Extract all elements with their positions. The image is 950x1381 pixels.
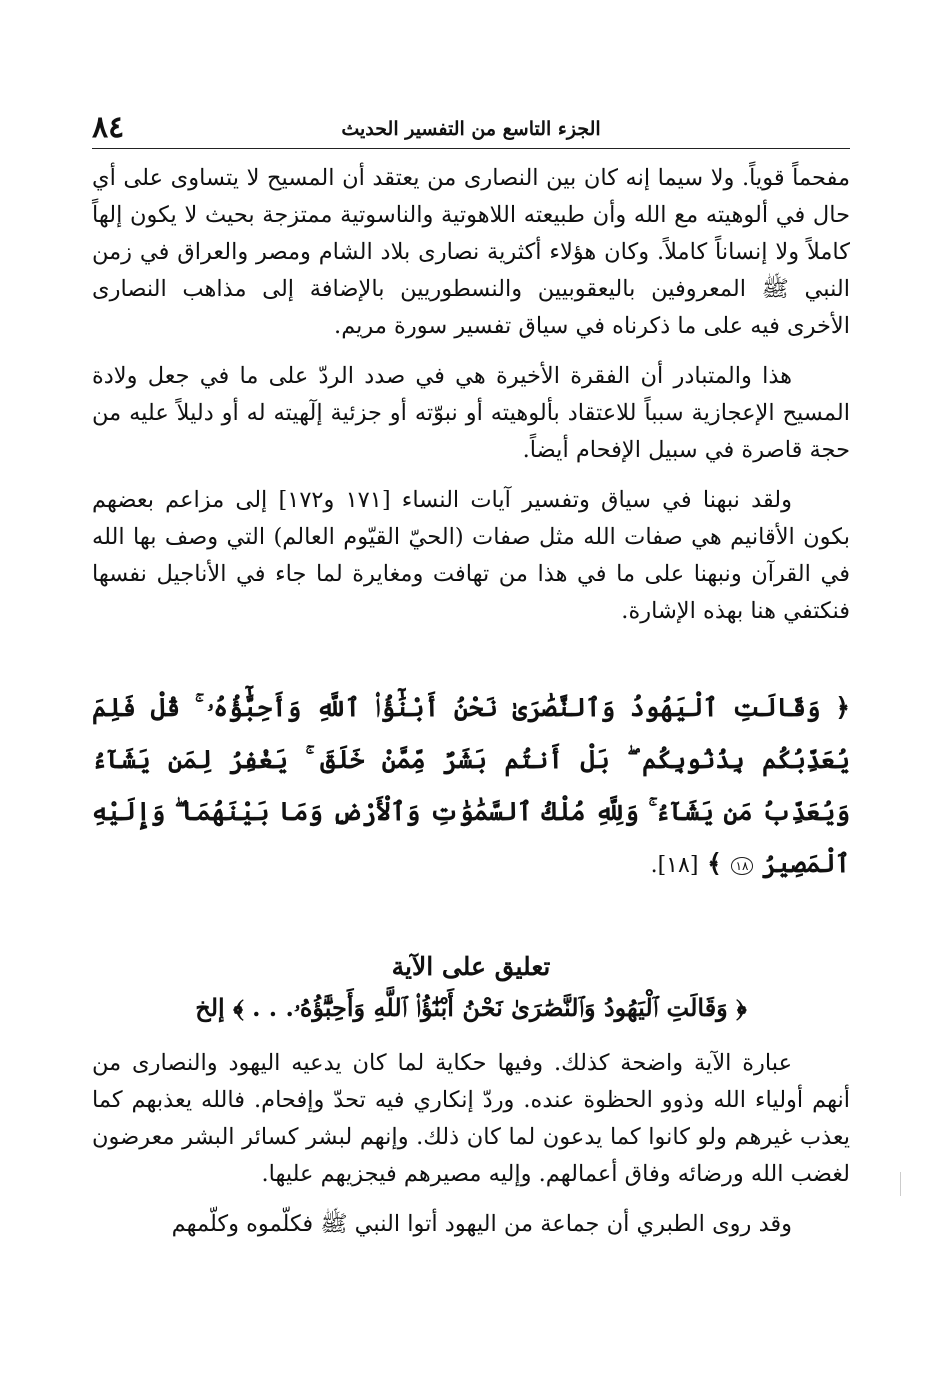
paragraph-2: هذا والمتبادر أن الفقرة الأخيرة هي في صدد الردّ على ما في جعل ولادة المسيح الإعجازية سبباً للاعتقاد بألوهيته أو نبوّته أو جزئية إلٓهيته له أو دليلاً عليه من حجة قاصرة في سبيل الإفحام أيضاً. [92,363,850,463]
paragraph-1: مفحماً قوياً. ولا سيما إنه كان بين النصارى من يعتقد أن المسيح لا يتساوى على أي حال في ألوهيته مع الله وأن طبيعته اللاهوتية والناسوتية ممتزجة بحيث لا يكون إلهاً كاملاً ولا إنساناً كاملاً. وكان هؤلاء أكثرية نصارى بلاد الشام ومصر والعراق في زمن النبي ﷺ المعروفين باليعقوبيين والنسطوريين بالإضافة إلى مذاهب النصارى الأخرى فيه على ما ذكرناه في سياق تفسير سورة مريم. [92,165,850,339]
quran-verse [92,682,850,892]
running-title: الجزء التاسع من التفسير الحديث [341,118,601,140]
verse-open-bracket: ﴿ [835,693,850,722]
page-header [92,108,850,149]
commentary-verse-open: ﴿ [736,993,747,1022]
verse-reference: [١٨]. [650,853,699,878]
margin-mark [900,1172,901,1196]
paragraph-5: وقد روى الطبري أن جماعة من اليهود أتوا النبي ﷺ فكلّموه وكلّمهم [171,1211,792,1237]
paragraph-4: عبارة الآية واضحة كذلك. وفيها حكاية لما كان يدعيه اليهود والنصارى من أنهم أولياء الله وذوو الحظوة عنده. وردّ إنكاري فيه تحدّ وإفحام. فالله يعذبهم كما يعذب غيرهم ولو كانوا كما يدعون لما كان ذلك. وإنهم لبشر كسائر البشر معرضون لغضب الله ورضائه وفاق أعمالهم. وإليه مصيرهم فيجزيهم عليها. [92,1050,850,1187]
paragraph-3: ولقد نبهنا في سياق وتفسير آيات النساء [١٧١ و١٧٢] إلى مزاعم بعضهم بكون الأقانيم هي صفات الله مثل صفات (الحيّ القيّوم العالم) التي وصف بها الله في القرآن ونبهنا على ما في هذا من تهافت ومغايرة لما جاء في الأناجيل نفسها فنكتفي هنا بهذه الإشارة. [92,487,850,624]
page-body [92,160,850,1243]
commentary-verse-excerpt: وَقَالَتِ ٱلْيَهُودُ وَٱلنَّصَٰرَىٰ نَحْنُ أَبْنَٰٓؤُا۟ ٱللَّهِ وَأَحِبَّٰٓؤُهُۥ. . . [252,993,728,1022]
page-number: ٨٤ [92,110,125,145]
commentary-title: تعليق على الآية [391,952,551,981]
verse-text: وَقَالَتِ ٱلْيَهُودُ وَٱلنَّصَٰرَىٰ نَحْنُ أَبْنَٰٓؤُا۟ ٱللَّهِ وَأَحِبَّٰٓؤُهُۥ ۚ قُلْ فَلِمَ يُعَذِّبُكُم بِذُنُوبِكُم ۖ بَلْ أَنتُم بَشَرٌ مِّمَّنْ خَلَقَ ۚ يَغْفِرُ لِمَن يَشَآءُ وَيُعَذِّبُ مَن يَشَآءُ ۚ وَلِلَّهِ مُلْكُ ٱلسَّمَٰوَٰتِ وَٱلْأَرْضِ وَمَا بَيْنَهُمَا ۖ وَإِلَيْهِ ٱلْمَصِيرُ [92,693,850,878]
commentary-suffix: إلخ [195,993,225,1022]
verse-close-bracket: ﴾ [707,849,722,878]
verse-number-badge: ١٨ [731,857,754,875]
commentary-verse-close: ﴾ [233,993,244,1022]
commentary-verse-heading [92,987,850,1029]
